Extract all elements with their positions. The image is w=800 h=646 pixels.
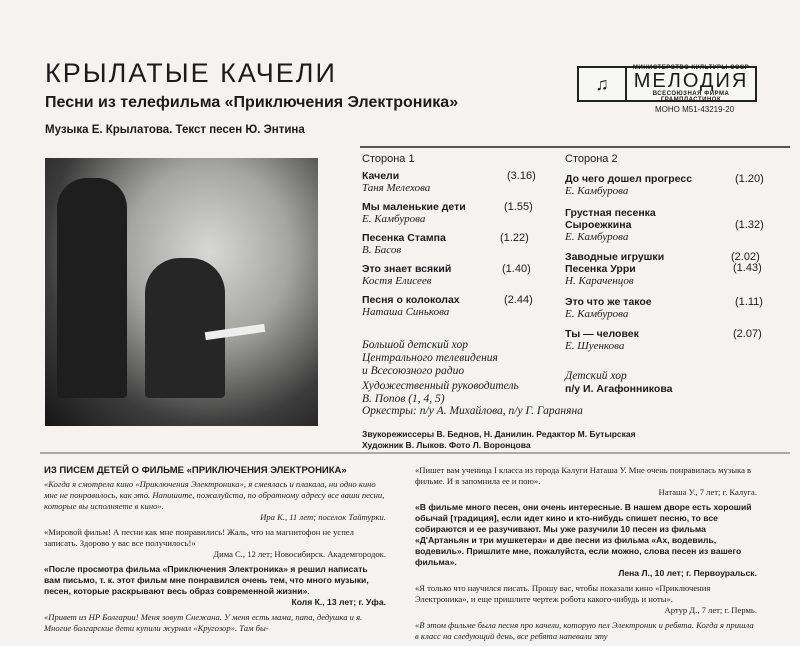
- letter-text: «Я только что научился писать. Прошу вас, чтобы показали кино «Приключения Электроника», и еще пришлите чертеж робота какого-нибудь и ноты».: [415, 583, 711, 604]
- letters-heading: ИЗ ПИСЕМ ДЕТЕЙ О ФИЛЬМЕ «ПРИКЛЮЧЕНИЯ ЭЛЕКТРОНИКА»: [44, 465, 347, 476]
- logo-firm: ВСЕСОЮЗНАЯ ФИРМА ГРАМПЛАСТИНОК: [652, 91, 730, 103]
- letter-signature: Наташа У., 7 лет; г. Калуга.: [658, 487, 757, 497]
- track-title: Это что же такое: [565, 296, 652, 308]
- album-credits: Музыка Е. Крылатова. Текст песен Ю. Энтина: [45, 124, 305, 136]
- track-duration: (1.22): [500, 232, 529, 244]
- track-duration: (1.32): [735, 219, 764, 231]
- track-title: Грустная песенка: [565, 207, 656, 219]
- track: [362, 201, 532, 225]
- track-duration: (2.44): [504, 294, 533, 306]
- letter-signature: Дима С., 12 лет; Новосибирск. Академгородок.: [213, 549, 386, 559]
- track-title: Заводные игрушки: [565, 251, 665, 263]
- track-duration: (3.16): [507, 170, 536, 182]
- choir-leader: п/у И. Агафонникова: [565, 383, 673, 395]
- track-artist: В. Басов: [362, 244, 402, 256]
- track-artist: Е. Камбурова: [565, 308, 629, 320]
- letter: [44, 612, 386, 634]
- choir-line: Центрального телевидения: [362, 352, 498, 364]
- catalog-number: МОНО М51-43219-20: [655, 105, 735, 114]
- letters-right-column: [415, 465, 757, 646]
- letter: [415, 465, 757, 498]
- side-2-heading: Сторона 2: [565, 153, 618, 165]
- staff-line: Художник В. Лыков. Фото Л. Воронцова: [362, 440, 531, 450]
- track: [565, 207, 765, 243]
- melodiya-emblem-icon: ♫: [579, 68, 627, 100]
- track-artist: Е. Шуенкова: [565, 340, 625, 352]
- letters-left-column: [44, 465, 386, 638]
- track-title: Песенка Урри: [565, 263, 636, 275]
- track-duration: (1.40): [502, 263, 531, 275]
- album-subtitle: Песни из телефильма «Приключения Электроника»: [45, 94, 459, 111]
- choir-line: Детский хор: [565, 370, 627, 382]
- letter-text: «В этом фильме была песня про качели, которую пел Электроник и ребята. Когда я пришла в класс на следующий день, все ребята напевали эту: [415, 620, 754, 641]
- track-duration: (2.02): [731, 251, 760, 263]
- track: [565, 296, 765, 320]
- track-artist: Наташа Синькова: [362, 306, 450, 318]
- track-duration: (2.07): [733, 328, 762, 340]
- staff-line: Звукорежиссеры В. Беднов, Н. Данилин. Редактор М. Бутырская: [362, 429, 636, 439]
- letter: [44, 527, 386, 560]
- letter-signature: Лена Л., 10 лет; г. Первоуральск.: [618, 568, 757, 578]
- track-title: Сыроежкина: [565, 219, 632, 231]
- choir-line: Художественный руководитель: [362, 380, 519, 392]
- melodiya-logo: [577, 66, 757, 102]
- track: [362, 232, 532, 256]
- track-title: Мы маленькие дети: [362, 201, 466, 213]
- track: [362, 263, 532, 287]
- track-title: Это знает всякий: [362, 263, 452, 275]
- letter: [415, 583, 757, 616]
- track-title: Ты — человек: [565, 328, 639, 340]
- track-artist: Таня Мелехова: [362, 182, 431, 194]
- letter-text: «Мировой фильм! А песни как мне понравились! Жаль, что на магнитофон не успел записать. Здорово у вас все получилось!»: [44, 527, 354, 548]
- side-1-heading: Сторона 1: [362, 153, 415, 165]
- choir-line: В. Попов (1, 4, 5): [362, 393, 445, 405]
- track-artist: Е. Камбурова: [362, 213, 426, 225]
- side-1-choir: [362, 339, 519, 406]
- letter: [415, 620, 757, 642]
- divider: [40, 452, 790, 454]
- letter: [44, 479, 386, 523]
- letter-text: «Когда я смотрела кино «Приключения Электроника», я смеялась и плакала, ни одно кино мне не понравилось, как это. Напишите, пожалуйста, по обратному адресу все ваши песни, которые вы исполняете в кино».: [44, 479, 385, 511]
- album-title: КРЫЛАТЫЕ КАЧЕЛИ: [45, 58, 337, 88]
- track: [565, 251, 765, 287]
- track: [565, 328, 765, 352]
- letter: [415, 502, 757, 579]
- track-duration: (1.55): [504, 201, 533, 213]
- orchestras: Оркестры: п/у А. Михайлова, п/у Г. Гараняна: [362, 405, 583, 417]
- track: [362, 170, 536, 194]
- track: [565, 173, 765, 197]
- logo-name: МЕЛОДИЯ: [633, 70, 749, 92]
- divider: [360, 146, 790, 148]
- letter-text: «После просмотра фильма «Приключения Электроника» я решил написать вам письмо, т. к. этот фильм мне понравился очень тем, что много музыки, песен, которые раскрывают весь образ современной жизни».: [44, 564, 369, 596]
- track-artist: Е. Камбурова: [565, 231, 629, 243]
- track-title: Песенка Стампа: [362, 232, 446, 244]
- logo-ministry: МИНИСТЕРСТВО КУЛЬТУРЫ СССР: [632, 65, 750, 71]
- letter-signature: Артур Д., 7 лет; г. Пермь.: [664, 605, 757, 615]
- track-title: Качели: [362, 170, 400, 182]
- letter: [44, 564, 386, 608]
- letter-signature: Коля К., 13 лет; г. Уфа.: [291, 597, 386, 607]
- choir-line: и Всесоюзного радио: [362, 365, 465, 377]
- track-artist: Н. Караченцов: [565, 275, 634, 287]
- choir-line: Большой детский хор: [362, 339, 468, 351]
- track: [362, 294, 532, 318]
- letter-text: «Пишет вам ученица I класса из города Калуги Наташа У. Мне очень понравилась музыка в фильме. И я запомнила ее и пою».: [415, 465, 752, 486]
- track-duration: (1.43): [733, 262, 762, 274]
- track-title: До чего дошел прогресс: [565, 173, 693, 185]
- track-duration: (1.20): [735, 173, 764, 185]
- track-artist: Костя Елисеев: [362, 275, 432, 287]
- staff-credits: [362, 429, 636, 451]
- letter-signature: Ира К., 11 лет; поселок Тайтурки.: [260, 512, 386, 522]
- cover-photo: [45, 158, 318, 426]
- side-2-choir: [565, 370, 672, 395]
- letter-text: «Привет из НР Болгарии! Меня зовут Снежана. У меня есть мама, папа, дедушка и я. Многие болгарские дети купили журнал «Кругозор». Там бы-: [44, 612, 363, 633]
- letter-text: «В фильме много песен, они очень интересные. В нашем дворе есть хороший обычай [традиция], если идет кино и кто-нибудь спишет песню, то все собираются и ее разучивают. Мы уже разучили 10 песен из фильма «Д'Артаньян и три мушкетера» и две песни из фильма «Ах, водевиль, водевиль». Пришлите мне, пожалуйста, если можно, слова песен из вашего фильма».: [415, 502, 752, 567]
- track-title: Песня о колоколах: [362, 294, 460, 306]
- track-duration: (1.11): [735, 296, 763, 308]
- track-artist: Е. Камбурова: [565, 185, 629, 197]
